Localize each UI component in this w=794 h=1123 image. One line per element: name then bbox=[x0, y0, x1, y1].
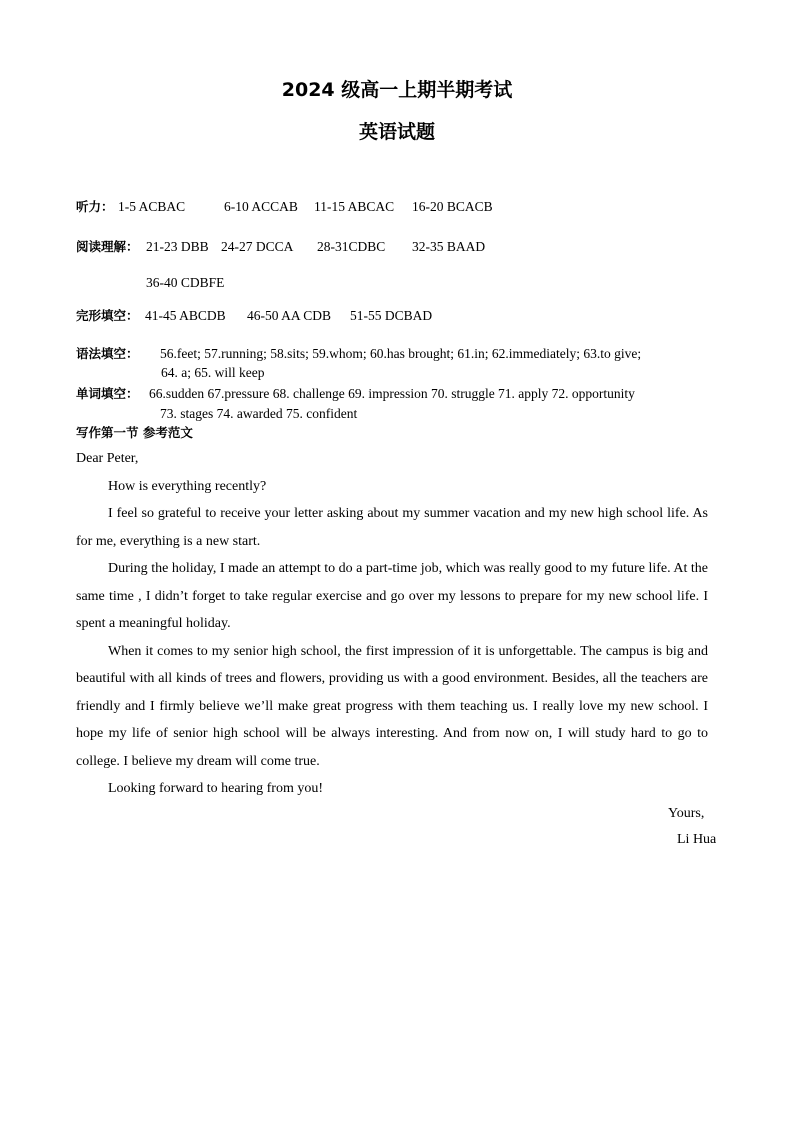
exam-subtitle: 英语试题 bbox=[358, 121, 435, 143]
essay-paragraph: When it comes to my senior high school, the first impression of it is unforgettable. The campus is big and beautiful with all kinds of trees and flowers, providing us with a good environment. Besides, all the teachers are friendly and I firmly believe we’ll make great progress with them teaching us. I really love my new school. I hope my life of senior high school will be always interesting. And from now on, I will study hard to go to college. I believe my dream will come true. bbox=[76, 643, 708, 769]
answer-group: 6-10 ACCAB bbox=[224, 199, 298, 214]
answer-row-reading bbox=[76, 238, 486, 256]
answer-group: 21-23 DBB bbox=[146, 239, 209, 254]
answer-group: 11-15 ABCAC bbox=[314, 199, 395, 214]
essay-paragraph: I feel so grateful to receive your letter asking about my summer vacation and my new high school life. As for me, everything is a new start. bbox=[76, 506, 708, 549]
answer-group: 24-27 DCCA bbox=[221, 239, 294, 254]
answer-row-vocabulary bbox=[76, 385, 635, 403]
section-label-cloze: 完形填空 bbox=[76, 308, 127, 323]
answer-line: 64. a; 65. will keep bbox=[161, 365, 265, 380]
answer-row-listening bbox=[76, 198, 493, 216]
section-label-listening: 听力 bbox=[76, 199, 102, 214]
answer-group: 36-40 CDBFE bbox=[146, 275, 225, 290]
answer-line: 73. stages 74. awarded 75. confident bbox=[160, 406, 358, 421]
answer-row-cloze bbox=[76, 307, 433, 325]
section-label-grammar: 语法填空 bbox=[76, 346, 127, 361]
essay-heading: 写作第一节 参考范文 bbox=[76, 425, 193, 440]
letter-closing: Yours, bbox=[668, 806, 705, 821]
label-separator: ： bbox=[126, 386, 139, 401]
answer-group: 32-35 BAAD bbox=[412, 239, 486, 254]
label-separator: ： bbox=[101, 199, 114, 214]
section-label-vocabulary: 单词填空 bbox=[76, 386, 127, 401]
essay-paragraph: During the holiday, I made an attempt to do a part-time job, which was really good to my future life. At the same time , I didn’t forget to take regular exercise and go over my lessons to prepare for my new school life. I spent a meaningful holiday. bbox=[76, 561, 708, 631]
label-separator: ： bbox=[126, 346, 139, 361]
section-label-reading: 阅读理解 bbox=[76, 239, 127, 254]
answer-group: 1-5 ACBAC bbox=[118, 199, 186, 214]
essay-paragraph: Looking forward to hearing from you! bbox=[108, 781, 323, 796]
answer-group: 51-55 DCBAD bbox=[350, 308, 433, 323]
sample-essay bbox=[76, 445, 708, 803]
label-separator: ： bbox=[126, 308, 139, 323]
label-separator: ： bbox=[126, 239, 139, 254]
exam-title: 2024 级高一上期半期考试 bbox=[281, 79, 513, 101]
answer-group: 46-50 AA CDB bbox=[247, 308, 332, 323]
essay-salutation: Dear Peter, bbox=[76, 451, 139, 466]
answer-line: 56.feet; 57.running; 58.sits; 59.whom; 60.has brought; 61.in; 62.immediately; 63.to give; bbox=[160, 346, 642, 361]
essay-paragraph: How is everything recently? bbox=[108, 478, 267, 494]
answer-group: 28-31CDBC bbox=[317, 239, 386, 254]
answer-group: 16-20 BCACB bbox=[412, 199, 493, 214]
answer-line: 66.sudden 67.pressure 68. challenge 69. impression 70. struggle 71. apply 72. opportunity bbox=[149, 386, 635, 401]
answer-row-grammar bbox=[76, 345, 642, 363]
letter-signature: Li Hua bbox=[677, 832, 717, 847]
answer-group: 41-45 ABCDB bbox=[145, 308, 226, 323]
